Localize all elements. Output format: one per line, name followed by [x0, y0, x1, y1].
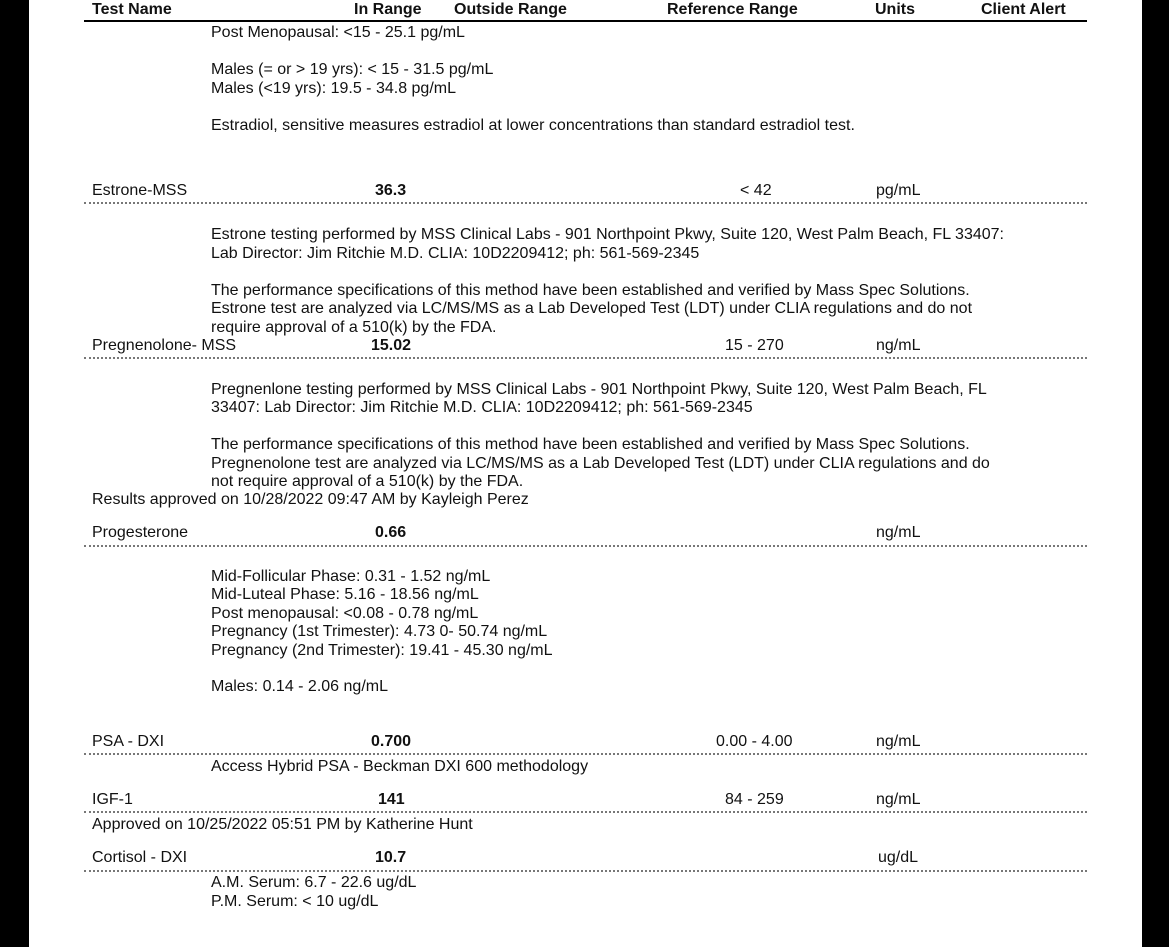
estrone-perf-line1: The performance specifications of this method have been established and verified by Mass Spec Solutions. [211, 282, 970, 299]
igf-test-name: IGF-1 [92, 791, 133, 808]
igf-result: 141 [378, 791, 405, 808]
progesterone-test-name: Progesterone [92, 524, 189, 541]
report-page [29, 0, 1142, 947]
progesterone-result: 0.66 [375, 524, 407, 541]
estradiol-note-males-19-plus: Males (= or > 19 yrs): < 15 - 31.5 pg/mL [211, 61, 494, 78]
pregnenolone-lab-line2: 33407: Lab Director: Jim Ritchie M.D. CLIA: 10D2209412; ph: 561-569-2345 [211, 399, 753, 416]
cortisol-pm-note: P.M. Serum: < 10 ug/dL [211, 893, 379, 910]
estrone-perf-line2: Estrone test are analyzed via LC/MS/MS as a Lab Developed Test (LDT) under CLIA regulations and do not [211, 300, 973, 317]
progesterone-note-pregnancy-2nd: Pregnancy (2nd Trimester): 19.41 - 45.30 ng/mL [211, 642, 553, 659]
header-rule [84, 20, 1087, 22]
estrone-units: pg/mL [876, 182, 921, 199]
progesterone-note-pregnancy-1st: Pregnancy (1st Trimester): 4.73 0- 50.74 ng/mL [211, 623, 548, 640]
header-test-name: Test Name [92, 1, 172, 18]
estrone-perf-line3: require approval of a 510(k) by the FDA. [211, 319, 497, 336]
psa-units: ng/mL [876, 733, 921, 750]
header-in-range: In Range [354, 1, 422, 18]
header-units: Units [875, 1, 915, 18]
progesterone-note-mid-follicular: Mid-Follicular Phase: 0.31 - 1.52 ng/mL [211, 568, 491, 585]
cortisol-result: 10.7 [375, 849, 407, 866]
row-divider [84, 753, 1087, 755]
header-reference-range: Reference Range [667, 1, 798, 18]
pregnenolone-result: 15.02 [371, 337, 412, 354]
psa-test-name: PSA - DXI [92, 733, 165, 750]
row-divider [84, 545, 1087, 547]
results-approved-note: Results approved on 10/28/2022 09:47 AM by Kayleigh Perez [92, 491, 529, 508]
pregnenolone-perf-line1: The performance specifications of this method have been established and verified by Mass Spec Solutions. [211, 436, 970, 453]
row-divider [84, 202, 1087, 204]
estradiol-note-post-menopausal: Post Menopausal: <15 - 25.1 pg/mL [211, 24, 465, 41]
header-client-alert: Client Alert [981, 1, 1066, 18]
estrone-reference: < 42 [740, 182, 772, 199]
progesterone-note-mid-luteal: Mid-Luteal Phase: 5.16 - 18.56 ng/mL [211, 586, 479, 603]
estradiol-sensitive-note: Estradiol, sensitive measures estradiol at lower concentrations than standard estradiol test. [211, 117, 855, 134]
pregnenolone-perf-line2: Pregnenolone test are analyzed via LC/MS/MS as a Lab Developed Test (LDT) under CLIA regulations and do [211, 455, 990, 472]
header-outside-range: Outside Range [454, 1, 567, 18]
psa-methodology-note: Access Hybrid PSA - Beckman DXI 600 methodology [211, 758, 589, 775]
progesterone-units: ng/mL [876, 524, 921, 541]
igf-reference: 84 - 259 [725, 791, 784, 808]
psa-reference: 0.00 - 4.00 [716, 733, 793, 750]
pregnenolone-test-name: Pregnenolone- MSS [92, 337, 237, 354]
pregnenolone-units: ng/mL [876, 337, 921, 354]
estrone-lab-line1: Estrone testing performed by MSS Clinical Labs - 901 Northpoint Pkwy, Suite 120, West Palm Beach, FL 33407: [211, 226, 1004, 243]
row-divider [84, 357, 1087, 359]
estrone-result: 36.3 [375, 182, 407, 199]
approved-note: Approved on 10/25/2022 05:51 PM by Katherine Hunt [92, 816, 473, 833]
cortisol-test-name: Cortisol - DXI [92, 849, 188, 866]
pregnenolone-reference: 15 - 270 [725, 337, 784, 354]
estrone-lab-line2: Lab Director: Jim Ritchie M.D. CLIA: 10D2209412; ph: 561-569-2345 [211, 245, 700, 262]
progesterone-note-post-menopausal: Post menopausal: <0.08 - 0.78 ng/mL [211, 605, 479, 622]
pregnenolone-perf-line3: not require approval of a 510(k) by the FDA. [211, 473, 524, 490]
progesterone-note-males: Males: 0.14 - 2.06 ng/mL [211, 678, 388, 695]
psa-result: 0.700 [371, 733, 412, 750]
row-divider [84, 870, 1087, 872]
estradiol-note-males-under-19: Males (<19 yrs): 19.5 - 34.8 pg/mL [211, 80, 456, 97]
igf-units: ng/mL [876, 791, 921, 808]
pregnenolone-lab-line1: Pregnenlone testing performed by MSS Clinical Labs - 901 Northpoint Pkwy, Suite 120, West Palm Beach, FL [211, 381, 987, 398]
cortisol-am-note: A.M. Serum: 6.7 - 22.6 ug/dL [211, 874, 417, 891]
cortisol-units: ug/dL [878, 849, 919, 866]
estrone-test-name: Estrone-MSS [92, 182, 188, 199]
row-divider [84, 811, 1087, 813]
